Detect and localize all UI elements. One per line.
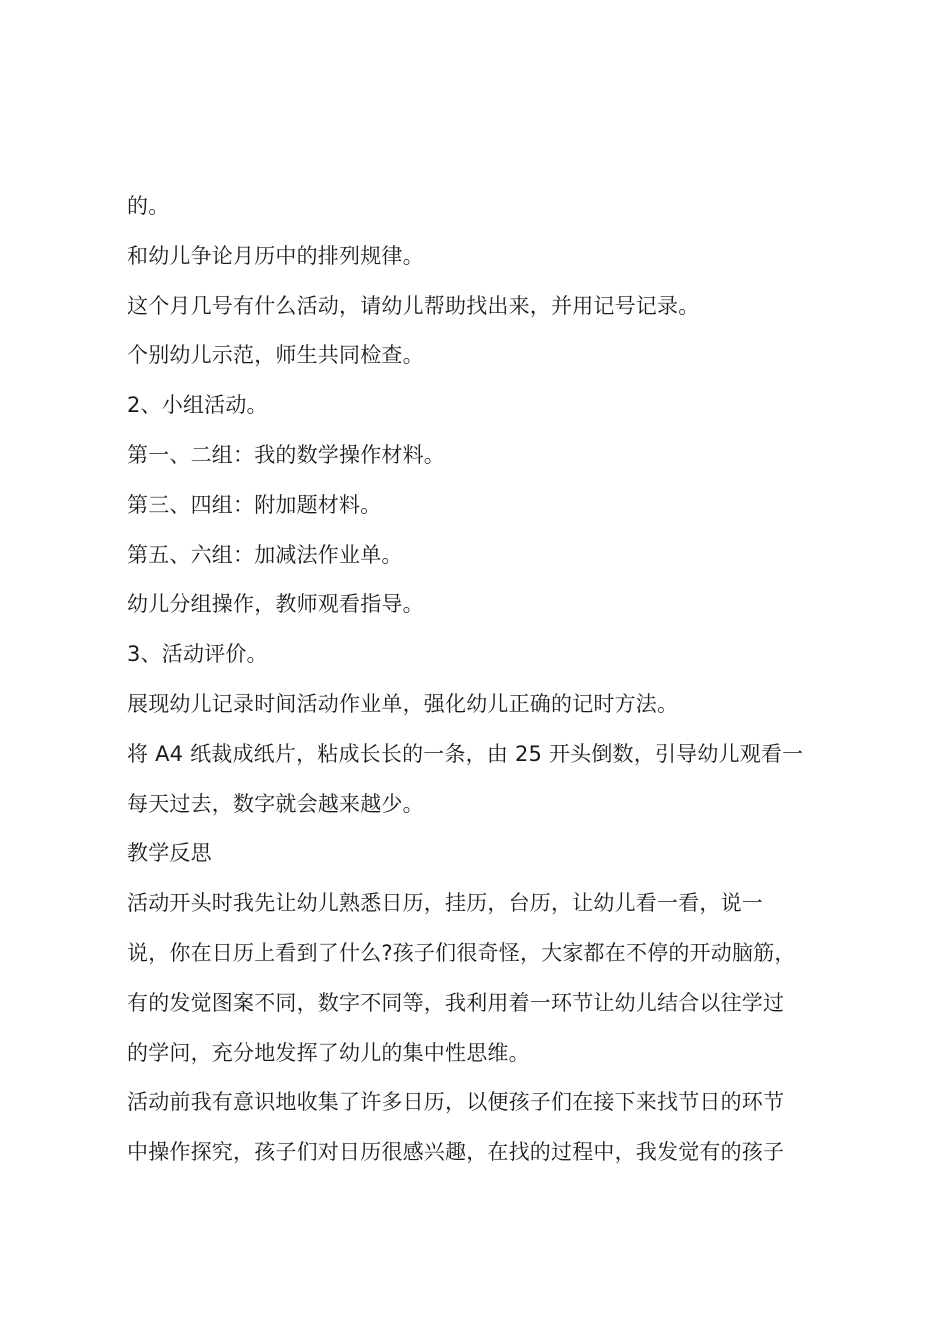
text-line: 的。 — [127, 194, 170, 218]
text-line: 2、小组活动。 — [127, 393, 268, 418]
text-line: 个别幼儿示范，师生共同检查。 — [127, 343, 424, 368]
text-line: 第三、四组：附加题材料。 — [127, 492, 382, 517]
text-line: 展现幼儿记录时间活动作业单，强化幼儿正确的记时方法。 — [127, 691, 679, 716]
text-line: 将 A4 纸裁成纸片，粘成长长的一条，由 25 开头倒数，引导幼儿观看一 — [127, 741, 804, 766]
text-line: 说，你在日历上看到了什么?孩子们很奇怪，大家都在不停的开动脑筋， — [127, 940, 796, 965]
text-line: 活动开头时我先让幼儿熟悉日历，挂历，台历，让幼儿看一看，说一 — [127, 891, 763, 916]
text-line: 活动前我有意识地收集了许多日历，以便孩子们在接下来找节日的环节 — [127, 1090, 785, 1115]
text-line: 3、活动评价。 — [127, 642, 268, 667]
text-line: 第一、二组：我的数学操作材料。 — [127, 442, 445, 467]
text-line: 中操作探究，孩子们对日历很感兴趣，在找的过程中，我发觉有的孩子 — [127, 1140, 785, 1165]
text-line: 每天过去，数字就会越来越少。 — [127, 791, 424, 816]
text-line: 有的发觉图案不同，数字不同等，我利用着一环节让幼儿结合以往学过 — [127, 990, 785, 1015]
text-line: 第五、六组：加减法作业单。 — [127, 542, 403, 567]
text-line: 和幼儿争论月历中的排列规律。 — [127, 243, 424, 268]
document-body — [127, 186, 832, 1182]
text-line: 这个月几号有什么活动，请幼儿帮助找出来，并用记号记录。 — [127, 293, 700, 318]
section-heading: 教学反思 — [127, 841, 212, 866]
text-line: 幼儿分组操作，教师观看指导。 — [127, 592, 424, 617]
text-line: 的学问，充分地发挥了幼儿的集中性思维。 — [127, 1040, 530, 1065]
